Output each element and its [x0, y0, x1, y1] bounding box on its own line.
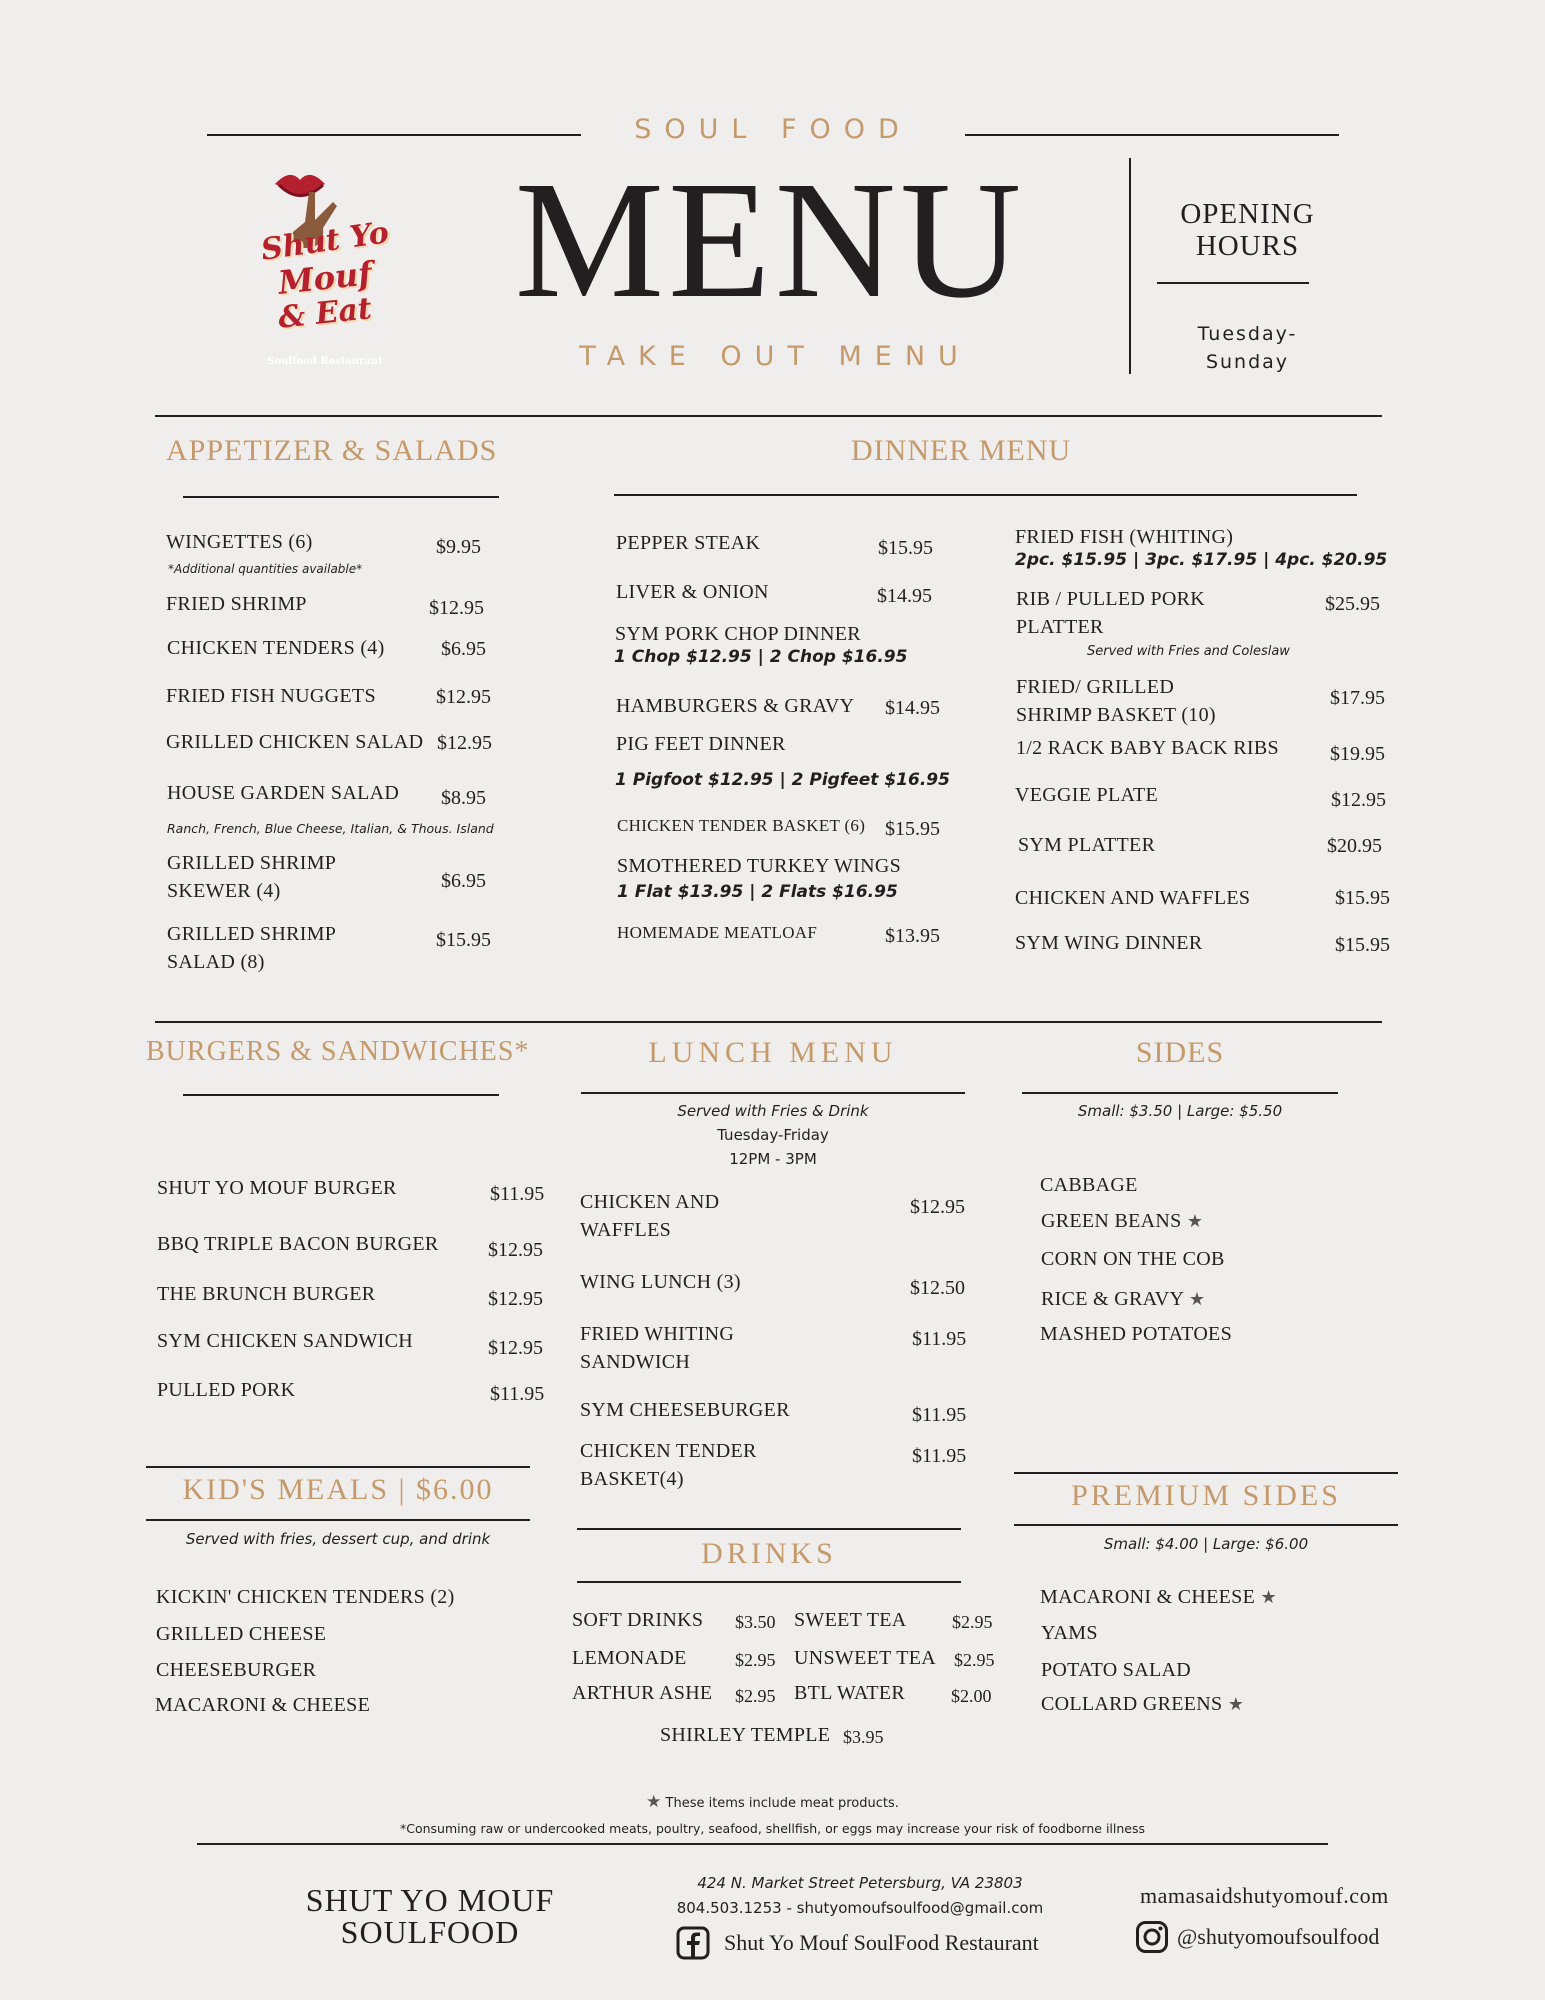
- food-warning: *Consuming raw or undercooked meats, poultry, seafood, shellfish, or eggs may increase your risk of foodborne illness: [399, 1821, 1145, 1836]
- kids-item: KICKIN' CHICKEN TENDERS (2): [156, 1586, 455, 1608]
- drink-name: SWEET TEA: [794, 1609, 907, 1631]
- premium-item: [1041, 1619, 1098, 1647]
- side-item-name: GREEN BEANS: [1041, 1210, 1182, 1232]
- dinner-item-price: $17.95: [1330, 687, 1385, 709]
- hours-days: [1150, 320, 1345, 376]
- instagram-icon: [1135, 1920, 1169, 1954]
- footer-contact: 804.503.1253 - shutyomoufsoulfood@gmail.com: [676, 1899, 1044, 1917]
- kids-item: GRILLED CHEESE: [156, 1623, 327, 1645]
- logo-line-3: & Eat: [276, 291, 374, 336]
- sides-pricing: Small: $3.50 | Large: $5.50: [1077, 1102, 1283, 1120]
- lunch-item-name-line-2: WAFFLES: [580, 1219, 672, 1241]
- drink-name: UNSWEET TEA: [794, 1647, 936, 1669]
- side-item-name: CABBAGE: [1040, 1174, 1138, 1196]
- lunch-title: LUNCH MENU: [648, 1036, 898, 1069]
- side-item-name: CORN ON THE COB: [1041, 1248, 1225, 1270]
- lunch-item-name: WING LUNCH (3): [580, 1271, 741, 1293]
- drink-price: $3.50: [735, 1612, 776, 1632]
- kids-note: Served with fries, dessert cup, and drink: [185, 1530, 491, 1548]
- dinner-item-name: PEPPER STEAK: [616, 532, 761, 554]
- premium-item: [1041, 1690, 1244, 1719]
- app-item-name: GRILLED CHICKEN SALAD: [166, 731, 424, 753]
- drink-name: SHIRLEY TEMPLE: [660, 1724, 831, 1746]
- facebook-icon: [676, 1926, 710, 1960]
- star-icon: ★: [1227, 1694, 1245, 1715]
- burger-item-name: SHUT YO MOUF BURGER: [157, 1177, 397, 1199]
- side-item: [1041, 1245, 1225, 1273]
- lunch-note-served: Served with Fries & Drink: [677, 1102, 869, 1120]
- footer-name-line-2: SOULFOOD: [340, 1914, 520, 1950]
- page-title: MENU: [514, 147, 1026, 333]
- burger-item-price: $11.95: [490, 1183, 545, 1205]
- drink-name: LEMONADE: [572, 1647, 687, 1669]
- dinner-item-price: $14.95: [877, 585, 932, 607]
- premium-item-name: YAMS: [1041, 1622, 1098, 1644]
- hours-title-line-2: HOURS: [1195, 230, 1300, 262]
- app-item-note: *Additional quantities available*: [168, 562, 363, 576]
- dinner-title: DINNER MENU: [851, 434, 1072, 467]
- dinner-item-price: $19.95: [1330, 743, 1385, 765]
- facebook-link[interactable]: [676, 1926, 1039, 1960]
- app-item-name: FRIED FISH NUGGETS: [166, 685, 376, 707]
- hours-title-line-1: OPENING: [1180, 198, 1315, 230]
- dinner-item-detail: 2pc. $15.95 | 3pc. $17.95 | 4pc. $20.95: [1015, 550, 1388, 570]
- star-footnote-text: These items include meat products.: [665, 1796, 899, 1811]
- premium-item: [1041, 1656, 1191, 1684]
- app-item-name: GRILLED SHRIMP: [167, 923, 337, 945]
- burger-item-price: $12.95: [488, 1288, 543, 1310]
- app-item-name-line-2: SKEWER (4): [167, 880, 281, 902]
- burger-item-price: $12.95: [488, 1239, 543, 1261]
- hours-days-line-2: Sunday: [1205, 351, 1290, 373]
- dinner-item-price: $13.95: [885, 925, 940, 947]
- burgers-title: BURGERS & SANDWICHES*: [146, 1036, 530, 1067]
- dinner-item-name: PIG FEET DINNER: [616, 733, 786, 755]
- logo-line-2: Mouf: [276, 254, 374, 302]
- dinner-item-name: CHICKEN TENDER BASKET (6): [617, 816, 866, 835]
- drink-price: $2.95: [954, 1650, 995, 1670]
- dinner-item-price: $20.95: [1327, 835, 1382, 857]
- lunch-item-name: CHICKEN TENDER: [580, 1440, 757, 1462]
- hours-title: [1150, 198, 1345, 262]
- premium-item-name: COLLARD GREENS: [1041, 1693, 1223, 1715]
- star-icon: ★: [1188, 1289, 1206, 1310]
- footer-divider: [197, 1843, 1328, 1845]
- premium-item-name: POTATO SALAD: [1041, 1659, 1191, 1681]
- app-item-name: HOUSE GARDEN SALAD: [167, 782, 400, 804]
- side-item-name: RICE & GRAVY: [1041, 1288, 1184, 1310]
- dinner-item-name: SYM WING DINNER: [1015, 932, 1203, 954]
- appetizers-title: APPETIZER & SALADS: [166, 434, 498, 467]
- appetizers-rule: [183, 496, 499, 498]
- logo-tagline: Soulfood Restaurant: [267, 356, 383, 367]
- drink-price: $2.95: [952, 1612, 993, 1632]
- app-item-name: WINGETTES (6): [166, 531, 313, 553]
- app-item-name: CHICKEN TENDERS (4): [167, 637, 385, 659]
- dinner-item-name: RIB / PULLED PORK: [1016, 588, 1206, 610]
- drink-name: BTL WATER: [794, 1682, 906, 1704]
- dinner-item-name: HOMEMADE MEATLOAF: [617, 923, 818, 942]
- app-item-price: $9.95: [436, 536, 481, 558]
- facebook-page-name: Shut Yo Mouf SoulFood Restaurant: [724, 1930, 1039, 1955]
- dinner-item-name: CHICKEN AND WAFFLES: [1015, 887, 1251, 909]
- dinner-item-name: SYM PORK CHOP DINNER: [615, 623, 861, 645]
- instagram-handle: @shutyomoufsoulfood: [1177, 1924, 1380, 1949]
- top-divider: [155, 415, 1382, 417]
- dinner-item-price: $12.95: [1331, 789, 1386, 811]
- lunch-note-time: 12PM - 3PM: [729, 1150, 817, 1168]
- lunch-note-days: Tuesday-Friday: [717, 1126, 829, 1144]
- website-link[interactable]: mamasaidshutyomouf.com: [1140, 1883, 1389, 1908]
- dinner-item-price: $15.95: [885, 818, 940, 840]
- dinner-item-name: 1/2 RACK BABY BACK RIBS: [1016, 737, 1279, 759]
- dinner-item-detail: 1 Chop $12.95 | 2 Chop $16.95: [614, 647, 908, 667]
- burgers-rule: [183, 1094, 499, 1096]
- header-rule-right: [965, 134, 1339, 136]
- premium-item: [1040, 1583, 1277, 1612]
- sides-title: SIDES: [1135, 1036, 1225, 1069]
- dinner-rule: [614, 494, 1357, 496]
- premium-rule-bottom: [1014, 1524, 1398, 1526]
- app-item-note: Ranch, French, Blue Cheese, Italian, & Thous. Island: [167, 821, 494, 836]
- header-rule-left: [207, 134, 581, 136]
- burger-item-price: $12.95: [488, 1337, 543, 1359]
- logo-line-1: Shut Yo: [258, 215, 391, 268]
- dinner-item-price: $15.95: [878, 537, 933, 559]
- subtitle: TAKE OUT MENU: [579, 341, 971, 372]
- side-item: [1041, 1207, 1203, 1236]
- dinner-item-name-line-2: PLATTER: [1016, 616, 1104, 638]
- kids-item: MACARONI & CHEESE: [155, 1694, 371, 1716]
- dinner-item-price: $25.95: [1325, 593, 1380, 615]
- lunch-item-name: SYM CHEESEBURGER: [580, 1399, 790, 1421]
- dinner-item-name: HAMBURGERS & GRAVY: [616, 695, 855, 717]
- app-item-price: $6.95: [441, 870, 486, 892]
- restaurant-logo: [245, 162, 405, 372]
- dinner-item-name: SYM PLATTER: [1018, 834, 1156, 856]
- drinks-title: DRINKS: [701, 1537, 837, 1570]
- app-item-name: GRILLED SHRIMP: [167, 852, 337, 874]
- drink-price: $3.95: [843, 1727, 884, 1747]
- burger-item-name: THE BRUNCH BURGER: [157, 1283, 376, 1305]
- eyebrow-title: SOUL FOOD: [634, 114, 912, 145]
- app-item-price: $6.95: [441, 638, 486, 660]
- hours-rule: [1157, 282, 1309, 284]
- star-icon: ★: [1260, 1587, 1277, 1608]
- dinner-item-name: LIVER & ONION: [616, 581, 769, 603]
- lunch-item-price: $12.95: [910, 1196, 965, 1218]
- app-item-price: $12.95: [437, 732, 492, 754]
- app-item-name-line-2: SALAD (8): [167, 951, 265, 973]
- footer-name-line-1: SHUT YO MOUF: [305, 1882, 555, 1918]
- lunch-item-price: $11.95: [912, 1328, 967, 1350]
- lunch-item-price: $11.95: [912, 1404, 967, 1426]
- lunch-rule: [581, 1092, 965, 1094]
- dinner-item-detail: 1 Flat $13.95 | 2 Flats $16.95: [617, 882, 898, 902]
- app-item-price: $12.95: [429, 597, 484, 619]
- app-item-price: $12.95: [436, 686, 491, 708]
- burger-item-name: BBQ TRIPLE BACON BURGER: [157, 1233, 439, 1255]
- lunch-item-name: FRIED WHITING: [580, 1323, 735, 1345]
- burger-item-name: SYM CHICKEN SANDWICH: [157, 1330, 414, 1352]
- side-item: [1041, 1285, 1205, 1314]
- dinner-item-price: $15.95: [1335, 887, 1390, 909]
- middle-divider: [155, 1021, 1382, 1023]
- kids-title: KID'S MEALS | $6.00: [182, 1473, 494, 1506]
- instagram-link[interactable]: [1135, 1920, 1379, 1954]
- drinks-rule-bottom: [577, 1581, 961, 1583]
- app-item-price: $8.95: [441, 787, 486, 809]
- lunch-item-name-line-2: BASKET(4): [580, 1468, 684, 1490]
- star-footnote: [400, 1792, 1145, 1812]
- premium-item-name: MACARONI & CHEESE: [1040, 1586, 1256, 1608]
- drink-name: SOFT DRINKS: [572, 1609, 704, 1631]
- sides-rule: [1022, 1092, 1338, 1094]
- side-item: [1040, 1171, 1138, 1199]
- drink-price: $2.95: [735, 1686, 776, 1706]
- lunch-item-name-line-2: SANDWICH: [580, 1351, 691, 1373]
- dinner-item-name: FRIED FISH (WHITING): [1015, 526, 1234, 548]
- premium-rule-top: [1014, 1472, 1398, 1474]
- dinner-item-price: $15.95: [1335, 934, 1390, 956]
- dinner-item-name-line-2: SHRIMP BASKET (10): [1016, 704, 1216, 726]
- side-item-name: MASHED POTATOES: [1040, 1323, 1232, 1345]
- star-icon: ★: [646, 1792, 662, 1812]
- premium-sides-title: PREMIUM SIDES: [1071, 1479, 1341, 1512]
- app-item-price: $15.95: [436, 929, 491, 951]
- lunch-item-name: CHICKEN AND: [580, 1191, 720, 1213]
- drink-price: $2.95: [735, 1650, 776, 1670]
- dinner-item-detail: 1 Pigfoot $12.95 | 2 Pigfeet $16.95: [615, 770, 950, 790]
- app-item-name: FRIED SHRIMP: [166, 593, 307, 615]
- dinner-item-name: FRIED/ GRILLED: [1016, 676, 1175, 698]
- dinner-item-note: Served with Fries and Coleslaw: [1087, 644, 1290, 659]
- dinner-item-name: SMOTHERED TURKEY WINGS: [617, 855, 902, 877]
- dinner-item-name: VEGGIE PLATE: [1015, 784, 1159, 806]
- drink-price: $2.00: [951, 1686, 992, 1706]
- star-icon: ★: [1186, 1211, 1204, 1232]
- footer-restaurant-name: [280, 1884, 580, 1948]
- dinner-item-price: $14.95: [885, 697, 940, 719]
- premium-pricing: Small: $4.00 | Large: $6.00: [1103, 1535, 1309, 1553]
- hours-divider: [1129, 158, 1131, 374]
- burger-item-name: PULLED PORK: [157, 1379, 296, 1401]
- kids-rule-top: [146, 1466, 530, 1468]
- kids-item: CHEESEBURGER: [156, 1659, 317, 1681]
- footer-address: 424 N. Market Street Petersburg, VA 23803: [697, 1874, 1023, 1892]
- burger-item-price: $11.95: [490, 1383, 545, 1405]
- hours-days-line-1: Tuesday-: [1197, 323, 1298, 345]
- kids-rule-bottom: [146, 1519, 530, 1521]
- lunch-item-price: $11.95: [912, 1445, 967, 1467]
- drink-name: ARTHUR ASHE: [572, 1682, 713, 1704]
- drinks-rule-top: [577, 1528, 961, 1530]
- lunch-item-price: $12.50: [910, 1277, 965, 1299]
- side-item: [1040, 1320, 1232, 1348]
